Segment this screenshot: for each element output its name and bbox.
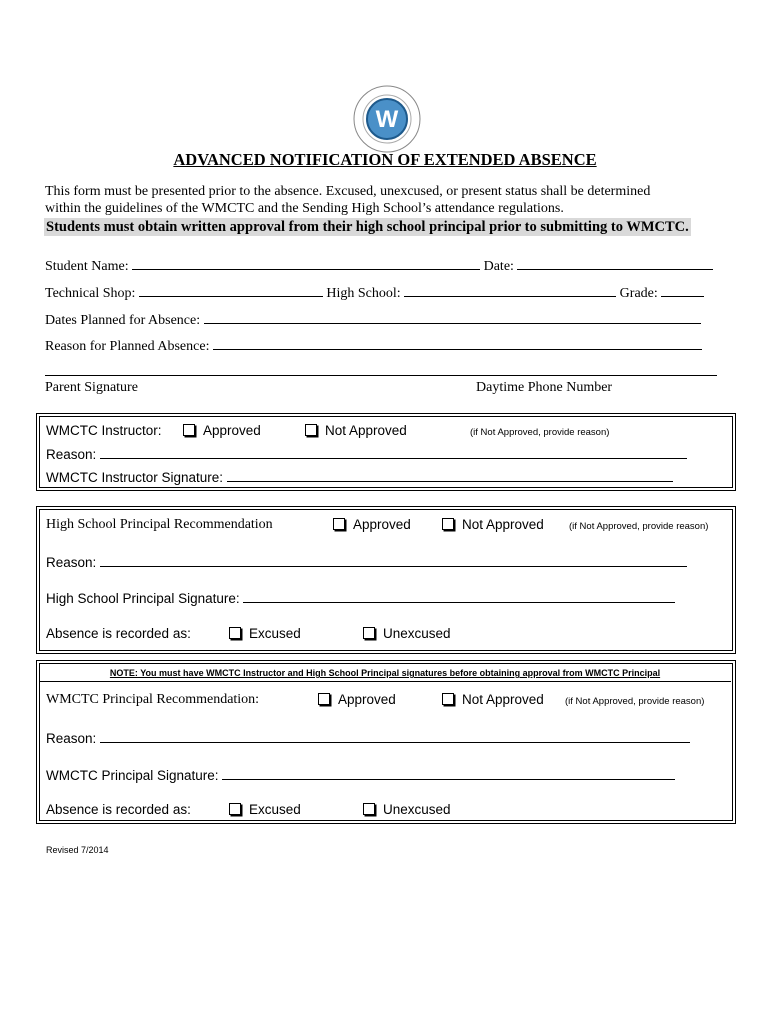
reason-planned-field[interactable] (213, 336, 702, 350)
wmctc-seal-logo-icon (352, 84, 422, 154)
hs-excused-option[interactable]: Excused (229, 626, 301, 641)
instructor-reason-field[interactable] (100, 445, 687, 459)
shop-row: Technical Shop: High School: Grade: (45, 283, 704, 302)
wmctc-not-approved-option[interactable]: Not Approved (442, 692, 544, 707)
wmctc-recorded-as-label: Absence is recorded as: (46, 802, 191, 817)
instructor-signature-field[interactable] (227, 468, 673, 482)
checkbox-icon[interactable] (229, 803, 241, 815)
instructor-signature-row: WMCTC Instructor Signature: (46, 468, 673, 485)
wmctc-reason-field[interactable] (100, 729, 690, 743)
wmctc-recommendation-label: WMCTC Principal Recommendation: (46, 692, 260, 707)
approval-notice: Students must obtain written approval from their high school principal prior to submitting to WMCTC. (46, 219, 689, 235)
checkbox-icon[interactable] (333, 518, 345, 530)
revision-date: Revised 7/2014 (46, 845, 109, 855)
parent-signature-label: Parent Signature (45, 380, 138, 395)
hs-approved-option[interactable]: Approved (333, 517, 411, 532)
checkbox-icon[interactable] (305, 424, 317, 436)
technical-shop-field[interactable] (139, 283, 323, 297)
hs-hint: (if Not Approved, provide reason) (569, 521, 709, 532)
dates-row: Dates Planned for Absence: (45, 310, 701, 329)
form-title: ADVANCED NOTIFICATION OF EXTENDED ABSENCE (173, 150, 597, 169)
checkbox-icon[interactable] (442, 518, 454, 530)
checkbox-icon[interactable] (229, 627, 241, 639)
parent-signature-line[interactable] (45, 375, 717, 376)
hs-reason-field[interactable] (100, 553, 687, 567)
instructor-not-approved-option[interactable]: Not Approved (305, 423, 407, 438)
grade-field[interactable] (661, 283, 704, 297)
dates-planned-field[interactable] (204, 310, 701, 324)
hs-recommendation-label: High School Principal Recommendation (46, 517, 273, 532)
hs-signature-field[interactable] (243, 589, 675, 603)
svg-text:W: W (375, 106, 399, 133)
checkbox-icon[interactable] (363, 627, 375, 639)
checkbox-icon[interactable] (318, 693, 330, 705)
hs-recorded-as-label: Absence is recorded as: (46, 626, 191, 641)
high-school-field[interactable] (404, 283, 616, 297)
student-name-row: Student Name: Date: (45, 256, 713, 275)
hs-signature-row: High School Principal Signature: (46, 589, 675, 606)
instructor-reason-row: Reason: (46, 445, 687, 462)
checkbox-icon[interactable] (442, 693, 454, 705)
hs-unexcused-option[interactable]: Unexcused (363, 626, 451, 641)
hs-reason-row: Reason: (46, 553, 687, 570)
student-name-field[interactable] (132, 256, 480, 270)
checkbox-icon[interactable] (183, 424, 195, 436)
wmctc-unexcused-option[interactable]: Unexcused (363, 802, 451, 817)
daytime-phone-label: Daytime Phone Number (476, 380, 613, 395)
intro-text: This form must be presented prior to the absence. Excused, unexcused, or present status shall be determined within the guidelines of the WMCTC and the Sending High School’s attendance regulations. (45, 184, 651, 216)
signature-note: NOTE: You must have WMCTC Instructor and High School Principal signatures before obtaining approval from WMCTC Principal (109, 668, 661, 678)
instructor-hint: (if Not Approved, provide reason) (470, 427, 610, 438)
checkbox-icon[interactable] (363, 803, 375, 815)
date-field[interactable] (517, 256, 713, 270)
wmctc-reason-row: Reason: (46, 729, 690, 746)
wmctc-signature-field[interactable] (222, 766, 675, 780)
wmctc-excused-option[interactable]: Excused (229, 802, 301, 817)
instructor-approved-option[interactable]: Approved (183, 423, 261, 438)
instructor-label: WMCTC Instructor: (46, 423, 162, 438)
wmctc-signature-row: WMCTC Principal Signature: (46, 766, 675, 783)
wmctc-approved-option[interactable]: Approved (318, 692, 396, 707)
reason-row: Reason for Planned Absence: (45, 336, 702, 355)
wmctc-hint: (if Not Approved, provide reason) (565, 696, 705, 707)
hs-not-approved-option[interactable]: Not Approved (442, 517, 544, 532)
